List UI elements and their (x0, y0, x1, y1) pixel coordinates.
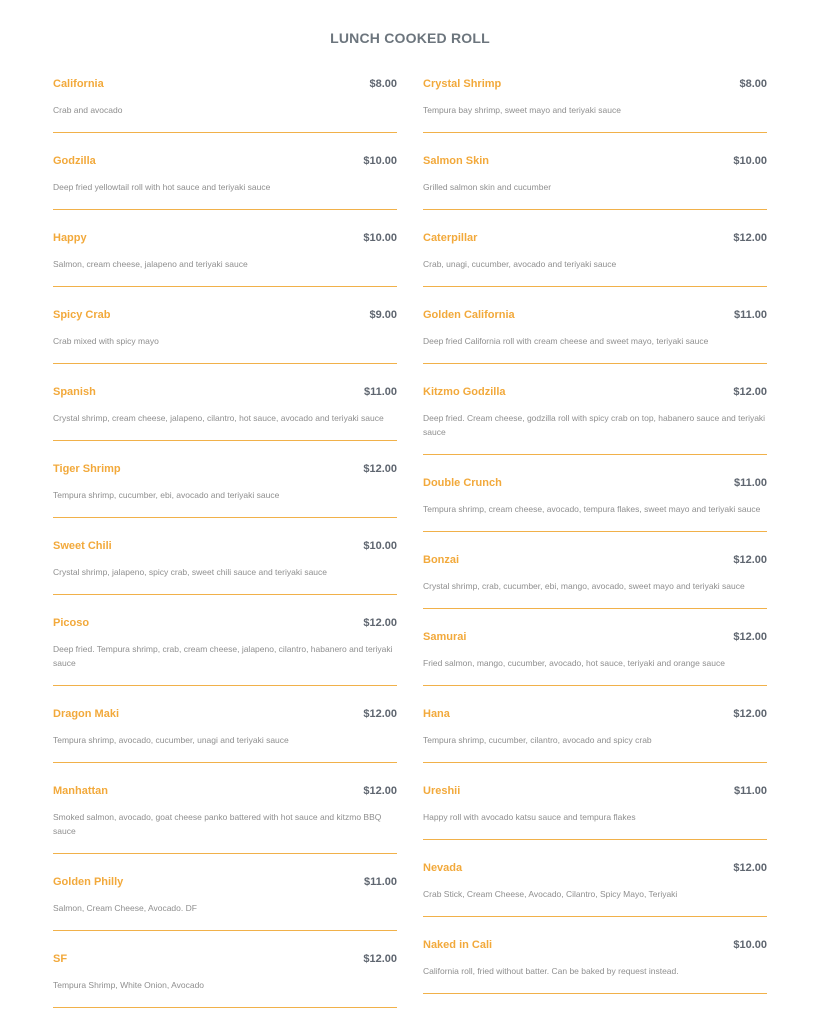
menu-item (53, 611, 397, 686)
item-price: $8.00 (369, 78, 397, 90)
menu-item (423, 702, 767, 763)
item-price: $12.00 (363, 953, 397, 965)
item-price: $10.00 (363, 540, 397, 552)
item-description: Crystal shrimp, crab, cucumber, ebi, mango, avocado, sweet mayo and teriyaki sauce (423, 581, 745, 591)
menu-item (423, 380, 767, 455)
menu-item (423, 548, 767, 609)
item-price: $12.00 (733, 708, 767, 720)
item-description: Deep fried. Tempura shrimp, crab, cream cheese, jalapeno, cilantro, habanero and teriyaki sauce (53, 644, 393, 668)
menu-item (53, 380, 397, 441)
item-description: Fried salmon, mango, cucumber, avocado, hot sauce, teriyaki and orange sauce (423, 658, 725, 668)
item-name: Samurai (423, 631, 467, 643)
item-price: $12.00 (733, 232, 767, 244)
item-price: $12.00 (733, 386, 767, 398)
item-description: Happy roll with avocado katsu sauce and tempura flakes (423, 812, 636, 822)
item-name: Dragon Maki (53, 708, 120, 720)
item-price: $10.00 (733, 155, 767, 167)
menu-item (423, 779, 767, 840)
item-description: Crab mixed with spicy mayo (53, 336, 159, 346)
menu-item (423, 303, 767, 364)
item-price: $12.00 (733, 862, 767, 874)
menu-item (53, 303, 397, 364)
menu-item (53, 457, 397, 518)
item-name: Manhattan (53, 785, 108, 797)
menu-item (53, 534, 397, 595)
menu-item (423, 226, 767, 287)
item-price: $12.00 (363, 617, 397, 629)
item-name: Golden California (423, 309, 515, 321)
item-name: Kitzmo Godzilla (423, 386, 506, 398)
menu-item (53, 779, 397, 854)
item-price: $10.00 (363, 155, 397, 167)
menu-item (53, 149, 397, 210)
item-name: Double Crunch (423, 477, 502, 489)
item-description: Smoked salmon, avocado, goat cheese panko battered with hot sauce and kitzmo BBQ sauce (53, 812, 382, 836)
item-price: $11.00 (733, 477, 767, 489)
item-description: Grilled salmon skin and cucumber (423, 182, 552, 192)
item-description: Tempura shrimp, cucumber, ebi, avocado and teriyaki sauce (53, 490, 280, 500)
item-description: California roll, fried without batter. Can be baked by request instead. (423, 966, 679, 976)
item-name: Spanish (53, 386, 96, 398)
item-price: $9.00 (369, 309, 397, 321)
item-name: Nevada (423, 862, 463, 874)
item-name: Naked in Cali (423, 939, 493, 951)
item-name: Crystal Shrimp (423, 78, 502, 90)
item-name: Salmon Skin (423, 155, 490, 167)
menu-item (423, 149, 767, 210)
item-description: Crab Stick, Cream Cheese, Avocado, Cilantro, Spicy Mayo, Teriyaki (423, 889, 678, 899)
item-price: $8.00 (739, 78, 767, 90)
item-name: Sweet Chili (53, 540, 112, 552)
item-description: Crystal shrimp, cream cheese, jalapeno, cilantro, hot sauce, avocado and teriyaki sauce (53, 413, 384, 423)
item-name: Spicy Crab (53, 309, 111, 321)
item-description: Tempura shrimp, cream cheese, avocado, tempura flakes, sweet mayo and teriyaki sauce (423, 504, 761, 514)
item-description: Deep fried California roll with cream cheese and sweet mayo, teriyaki sauce (423, 336, 709, 346)
item-name: Golden Philly (53, 876, 124, 888)
item-price: $11.00 (363, 876, 397, 888)
item-description: Crab, unagi, cucumber, avocado and teriyaki sauce (423, 259, 617, 269)
page-title: LUNCH COOKED ROLL (330, 30, 490, 46)
item-name: California (53, 78, 104, 90)
item-price: $12.00 (733, 554, 767, 566)
item-name: Caterpillar (423, 232, 478, 244)
item-price: $10.00 (363, 232, 397, 244)
item-price: $12.00 (363, 785, 397, 797)
item-name: Godzilla (53, 155, 96, 167)
item-name: Bonzai (423, 554, 460, 566)
item-name: Tiger Shrimp (53, 463, 121, 475)
item-description: Tempura bay shrimp, sweet mayo and teriyaki sauce (423, 105, 621, 115)
menu-item (53, 72, 397, 133)
item-name: Picoso (53, 617, 90, 629)
item-description: Salmon, cream cheese, jalapeno and teriyaki sauce (53, 259, 248, 269)
item-price: $12.00 (733, 631, 767, 643)
menu-column-left (53, 72, 397, 1024)
item-name: SF (53, 953, 68, 965)
menu-item (53, 870, 397, 931)
item-price: $11.00 (733, 785, 767, 797)
item-description: Salmon, Cream Cheese, Avocado. DF (53, 903, 197, 913)
item-price: $11.00 (363, 386, 397, 398)
item-name: Hana (423, 708, 450, 720)
menu-item (53, 947, 397, 1008)
item-description: Deep fried yellowtail roll with hot sauce and teriyaki sauce (53, 182, 271, 192)
item-description: Tempura Shrimp, White Onion, Avocado (53, 980, 205, 990)
item-description: Tempura shrimp, avocado, cucumber, unagi and teriyaki sauce (53, 735, 289, 745)
menu-item (53, 702, 397, 763)
item-description: Crab and avocado (53, 105, 123, 115)
menu-item (423, 933, 767, 994)
item-description: Tempura shrimp, cucumber, cilantro, avocado and spicy crab (423, 735, 652, 745)
item-price: $12.00 (363, 463, 397, 475)
item-description: Crystal shrimp, jalapeno, spicy crab, sweet chili sauce and teriyaki sauce (53, 567, 328, 577)
menu-item (53, 226, 397, 287)
menu-item (423, 625, 767, 686)
item-price: $10.00 (733, 939, 767, 951)
menu-column-right (423, 72, 767, 1010)
menu-item (423, 72, 767, 133)
item-price: $11.00 (733, 309, 767, 321)
item-description: Deep fried. Cream cheese, godzilla roll with spicy crab on top, habanero sauce and teriyaki sauce (423, 413, 766, 437)
item-price: $12.00 (363, 708, 397, 720)
menu-item (423, 471, 767, 532)
item-name: Happy (53, 232, 87, 244)
item-name: Ureshii (423, 785, 461, 797)
menu-item (423, 856, 767, 917)
